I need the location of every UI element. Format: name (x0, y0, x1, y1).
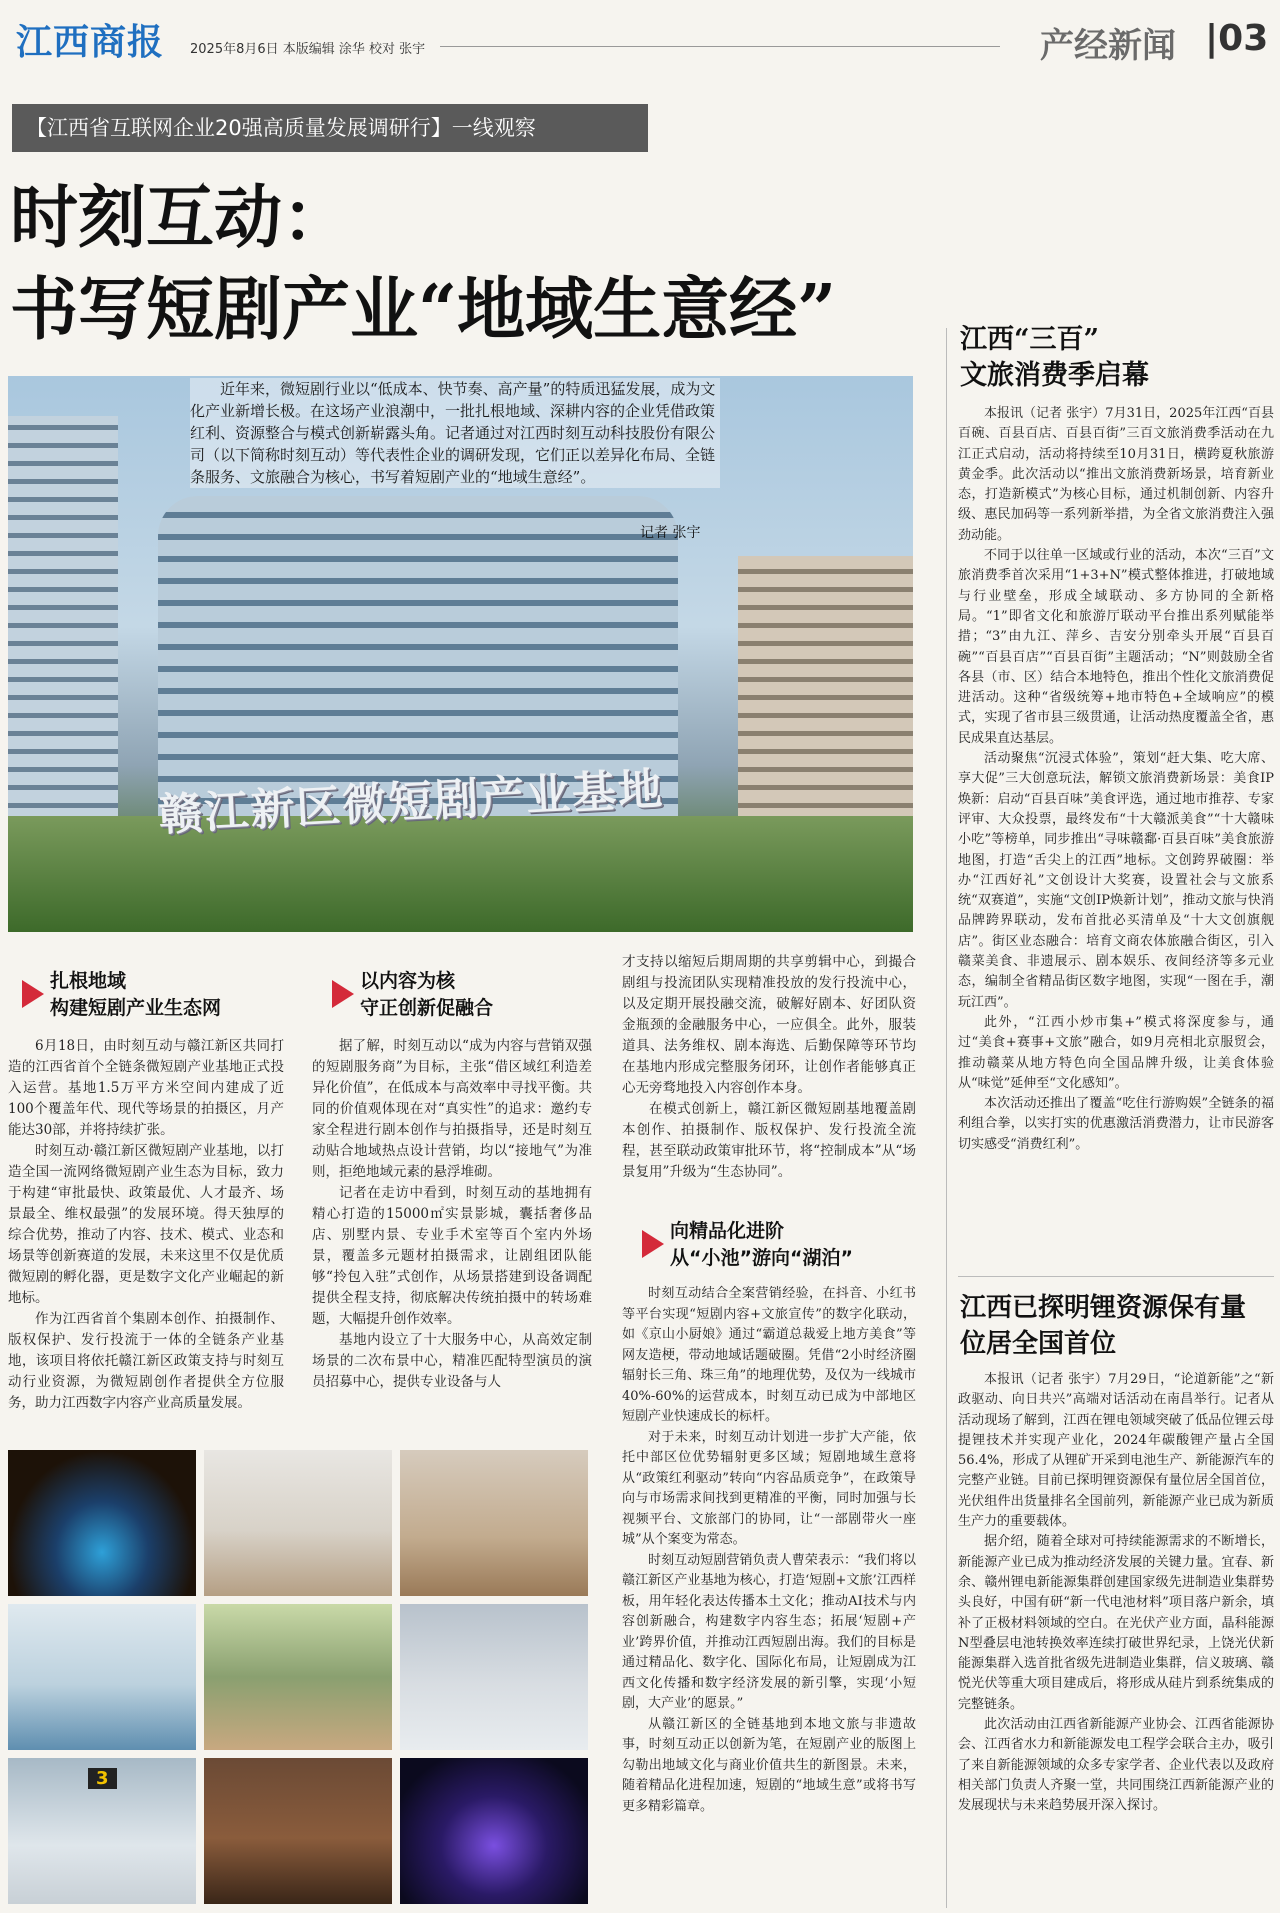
paragraph: 活动聚焦“沉浸式体验”，策划“赶大集、吃大席、享大促”三大创意玩法，解锁文旅消费新场景：美食IP焕新：启动“百县百味”美食评选，通过地市推荐、专家评审、大众投票，最终发布“十大赣派美食”“十大赣味小吃”等榜单，同步推出“寻味赣鄱·百县百味”美食旅游地图，打造“舌尖上的江西”地标。文创跨界破圈：举办“江西好礼”文创设计大奖赛，设置社会与文旅系统“双赛道”，实施“文创IP焕新计划”，推动文旅与快消品牌跨界联动，发布首批必买清单及“十大文创旗舰店”。街区业态融合：培育文商农体旅融合街区，引入赣菜美食、非遗展示、剧本娱乐、夜间经济等多元业态，编制全省精品街区数字地图，实现“一图在手，潮玩江西”。 (958, 751, 1274, 1010)
subhead-3 (670, 1218, 853, 1272)
paragraph: 记者在走访中看到，时刻互动的基地拥有精心打造的15000㎡实景影城，囊括奢侈品店、别墅内景、专业手术室等百个室内外场景，覆盖多元题材拍摄需求，让剧组团队能够“拎包入驻”式创作，从场景搭建到设备调配提供全程支持，彻底解决传统拍摄中的转场难题，大幅提升创作效率。 (312, 1185, 592, 1327)
headline-line-1: 时刻互动： (10, 178, 351, 258)
side-article-2-title-line-1: 江西已探明锂资源保有量 (960, 1293, 1247, 1323)
subhead-1-line-2: 构建短剧产业生态网 (50, 997, 222, 1019)
paragraph: 基地内设立了十大服务中心，从高效定制场景的二次布景中心，精准匹配特型演员的演员招募中心，提供专业设备与人 (312, 1332, 592, 1390)
side-article-2-title (960, 1290, 1246, 1362)
paragraph: 此外，“江西小炒市集+”模式将深度参与，通过“美食+赛事+文旅”融合，如9月亮相北京服贸会，推动赣菜从地方特色向全国品牌升级，让美食体验从“味觉”延伸至“文化感知”。 (958, 1014, 1274, 1091)
paragraph: 本次活动还推出了覆盖“吃住行游购娱”全链条的福利组合拳，以实打实的优惠激活消费潜力，让市民游客切实感受“消费红利”。 (958, 1096, 1274, 1152)
photo-building-right (738, 556, 913, 826)
page-header (0, 0, 1280, 72)
photo-building-left (8, 416, 118, 826)
photo-ground (8, 816, 913, 932)
paragraph: 时刻互动·赣江新区微短剧产业基地，以打造全国一流网络微短剧产业生态为目标，致力于构建“审批最快、政策最优、人才最齐、场景最全、维权最强”的发展环境。得天独厚的综合优势，推动了内容、技术、模式、业态和场景等创新赛道的发展，未来这里不仅是优质微短剧的孵化器，更是数字文化产业崛起的新地标。 (8, 1143, 284, 1306)
gallery-photo-stage (8, 1450, 196, 1596)
paragraph: 从赣江新区的全链基地到本地文旅与非遗故事，时刻互动正以创新为笔，在短剧产业的版图上勾勒出地域文化与商业价值共生的新图景。未来，随着精品化进程加速，短剧的“地域生意”或将书写更多精彩篇章。 (622, 1716, 916, 1814)
subhead-2 (360, 968, 493, 1022)
header-rule (440, 46, 1000, 47)
paragraph: 据介绍，随着全球对可持续能源需求的不断增长，新能源产业已成为推动经济发展的关键力量。宜春、新余、赣州锂电新能源集群创建国家级先进制造业集群势头良好，中国有研“新一代电池材料”项目落户新余，填补了正极材料领域的空白。在光伏产业方面，晶科能源N型叠层电池转换效率连续打破世界纪录，上饶光伏新能源集群入选首批省级先进制造业集群，信义玻璃、赣悦光伏等重大项目建成后，将形成从硅片到系统集成的完整链条。 (958, 1534, 1274, 1712)
column-divider (946, 328, 947, 1908)
subhead-2-line-1: 以内容为核 (360, 970, 456, 992)
gallery-photo-courtroom (204, 1758, 392, 1904)
paragraph: 时刻互动结合全案营销经验，在抖音、小红书等平台实现“短剧内容+文旅宣传”的数字化联动，如《京山小厨娘》通过“霸道总裁爱上地方美食”等网友造梗，带动地域话题破圈。凭借“2小时经济圈辐射长三角、珠三角”的地理优势，及仅为一线城市40%-60%的运营成本，时刻互动已成为中部地区短剧产业快速成长的标杆。 (622, 1286, 916, 1424)
section-name: 产经新闻 (1040, 26, 1176, 66)
column-3-continued (622, 1284, 916, 1817)
side-article-1-title (960, 322, 1149, 394)
gallery-signage: 3 (88, 1768, 117, 1789)
gallery-photo-ward (400, 1604, 588, 1750)
series-tag: 【江西省互联网企业20强高质量发展调研行】一线观察 (12, 104, 648, 152)
paragraph: 在模式创新上，赣江新区微短剧基地覆盖剧本创作、拍摄制作、版权保护、发行投流全流程，甚至联动政策审批环节，将“控制成本”从“场景复用”升级为“生态协同”。 (622, 1101, 916, 1180)
gallery-photo-hospital-corridor (204, 1604, 392, 1750)
paragraph: 本报讯（记者 张宇）7月29日，“论道新能”之“新政驱动、向日共兴”高端对话活动在南昌举行。记者从活动现场了解到，江西在锂电领域突破了低品位锂云母提锂技术并实现产业化，2024年碳酸锂产量占全国56.4%，形成了从锂矿开采到电池生产、新能源汽车的完整产业链。目前已探明锂资源保有量位居全国首位，光伏组件出货量排名全国前列，新能源产业已成为新质生产力的重要载体。 (958, 1372, 1274, 1530)
gallery-photo-classroom (8, 1604, 196, 1750)
headline-line-2: 书写短剧产业“地域生意经” (10, 270, 837, 350)
paragraph: 此次活动由江西省新能源产业协会、江西省能源协会、江西省水力和新能源发电工程学会联合主办，吸引了来自新能源领域的众多专家学者、企业代表以及政府相关部门负责人齐聚一堂，共同围绕江西新能源产业的发展现状与未来趋势展开深入探讨。 (958, 1717, 1274, 1814)
dateline: 2025年8月6日 本版编辑 涂华 校对 张宇 (190, 42, 426, 57)
lead-byline: 记者 张宇 (640, 525, 701, 541)
side-article-2-title-line-2: 位居全国首位 (960, 1329, 1117, 1359)
page-number: |03 (1205, 18, 1269, 59)
masthead: 江西商报 (16, 22, 165, 63)
column-3 (622, 952, 916, 1183)
red-triangle-icon (332, 980, 354, 1008)
subhead-3-line-2: 从“小池”游向“湖泊” (670, 1247, 853, 1269)
gallery-photo-nightclub (400, 1758, 588, 1904)
paragraph: 时刻互动短剧营销负责人曹荣表示：“我们将以赣江新区产业基地为核心，打造‘短剧+文旅’江西样板，用年轻化表达传播本土文化；推动AI技术与内容创新融合，构建数字内容生态；拓展‘短剧+产业’跨界价值，并推动江西短剧出海。我们的目标是通过精品化、数字化、国际化布局，让短剧成为江西文化传播和数字经济发展的新引擎，实现‘小短剧，大产业’的愿景。” (622, 1552, 916, 1711)
paragraph: 作为江西省首个集剧本创作、拍摄制作、版权保护、发行投流于一体的全链条产业基地，该项目将依托赣江新区政策支持与时刻互动行业资源，为微短剧创作者提供全方位服务，助力江西数字内容产业高质量发展。 (8, 1311, 284, 1411)
column-2 (312, 1036, 592, 1393)
photo-gallery (8, 1450, 590, 1905)
gallery-photo-station (8, 1758, 196, 1904)
paragraph: 6月18日，由时刻互动与赣江新区共同打造的江西省首个全链条微短剧产业基地正式投入运营。基地1.5万平方米空间内建成了近100个覆盖年代、现代等场景的拍摄区，月产能达30部，并将持续扩张。 (8, 1038, 284, 1138)
side-article-1-body (958, 404, 1274, 1155)
paragraph: 据了解，时刻互动以“成为内容与营销双强的短剧服务商”为目标，主张“借区域红利造差异化价值”，在低成本与高效率中寻找平衡。共同的价值观体现在对“真实性”的追求：邀约专家全程进行剧本创作与拍摄指导，还是时刻互动贴合地域热点设计营销，均以“接地气”为准则，拒绝地域元素的悬浮堆砌。 (312, 1038, 592, 1180)
red-triangle-icon (22, 980, 44, 1008)
red-triangle-icon (642, 1230, 664, 1258)
subhead-1-line-1: 扎根地域 (50, 970, 127, 992)
gallery-photo-lobby (204, 1450, 392, 1596)
subhead-2-line-2: 守正创新促融合 (360, 997, 494, 1019)
subhead-3-line-1: 向精品化进阶 (670, 1220, 785, 1242)
subhead-1 (50, 968, 221, 1022)
side-article-2-body (958, 1370, 1274, 1817)
column-1 (8, 1036, 284, 1414)
lead-paragraph: 近年来，微短剧行业以“低成本、快节奏、高产量”的特质迅猛发展，成为文化产业新增长极。在这场产业浪潮中，一批扎根地域、深耕内容的企业凭借政策红利、资源整合与模式创新崭露头角。记者通过对江西时刻互动科技股份有限公司（以下简称时刻互动）等代表性企业的调研发现，它们正以差异化布局、全链条服务、文旅融合为核心，书写着短剧产业的“地域生意经”。 (190, 378, 720, 488)
paragraph: 本报讯（记者 张宇）7月31日，2025年江西“百县百碗、百县百店、百县百街”三百文旅消费季活动在九江正式启动，活动将持续至10月31日，横跨夏秋旅游黄金季。此次活动以“推出文旅消费新场景，培育新业态，打造新模式”为核心目标，通过机制创新、内容升级、惠民加码等一系列新举措，为全省文旅消费注入强劲动能。 (958, 406, 1274, 543)
paragraph: 不同于以往单一区域或行业的活动，本次“三百”文旅消费季首次采用“1+3+N”模式整体推进，打破地域与行业壁垒，形成全域联动、多方协同的全新格局。“1”即省文化和旅游厅联动平台推出系列赋能举措；“3”由九江、萍乡、吉安分别牵头开展“百县百碗”“百县百店”“百县百街”主题活动；“N”则鼓励全省各县（市、区）结合本地特色，推出个性化文旅消费促进活动。这种“省级统筹+地市特色+全域响应”的模式，实现了省市县三级贯通，让活动热度覆盖全省，惠民成果直达基层。 (958, 548, 1274, 746)
side-article-1-title-line-1: 江西“三百” (960, 324, 1100, 355)
paragraph: 才支持以缩短后期周期的共享剪辑中心，到撮合剧组与投流团队实现精准投放的发行投流中心，以及定期开展投融交流，破解好剧本、好团队资金瓶颈的金融服务中心，一应俱全。此外，服装道具、法务维权、剧本海选、后勤保障等环节均在基地内形成完整服务闭环，让创作者能够真正心无旁骛地投入内容创作本身。 (622, 954, 916, 1096)
main-headline (10, 172, 836, 356)
gallery-photo-boutique (400, 1450, 588, 1596)
paragraph: 对于未来，时刻互动计划进一步扩大产能，依托中部区位优势辐射更多区域；短剧地域生意将从“政策红利驱动”转向“内容品质竞争”，在政策导向与市场需求间找到更精准的平衡，同时加强与长视频平台、文旅部门的协同，让“一部剧带火一座城”从个案变为常态。 (622, 1429, 916, 1547)
side-article-1-title-line-2: 文旅消费季启幕 (960, 360, 1149, 391)
side-article-divider (958, 1276, 1274, 1277)
photo-sign: 赣江新区微短剧产业基地 (157, 763, 666, 842)
